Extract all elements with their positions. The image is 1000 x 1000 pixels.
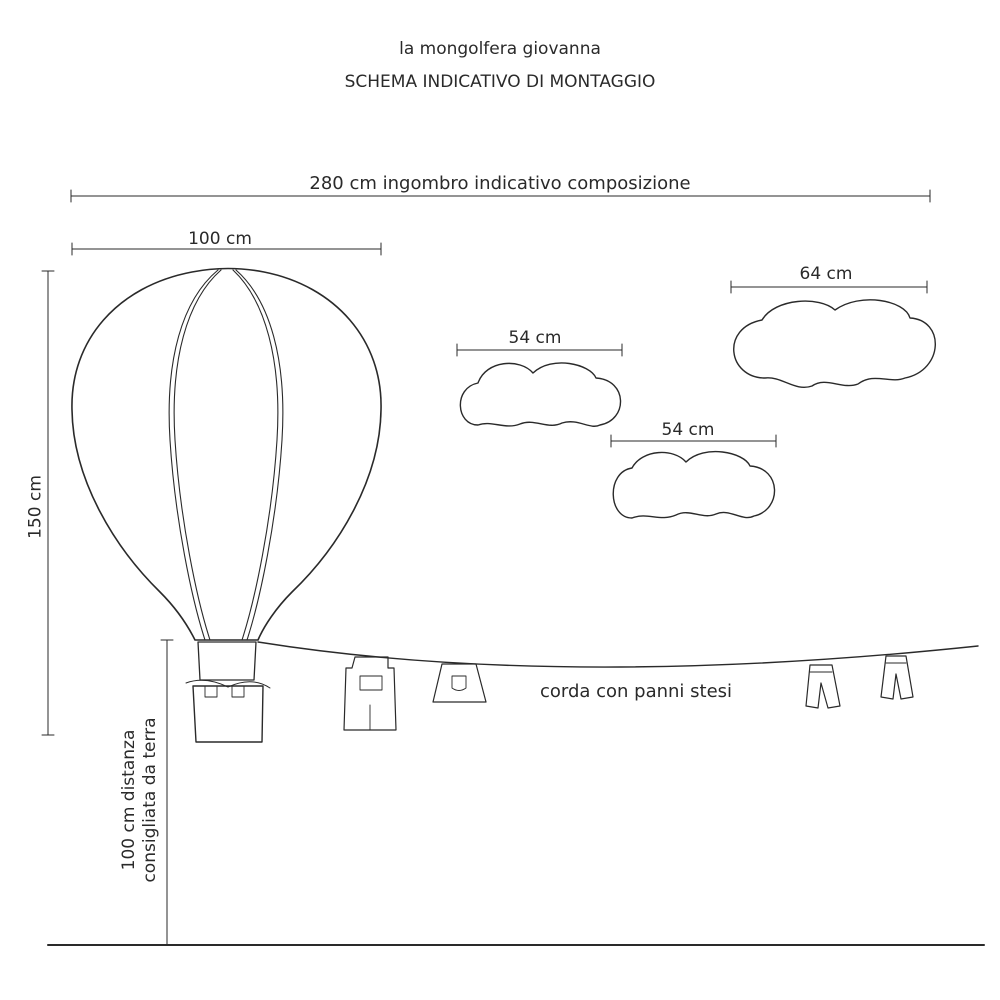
ground-distance-label-line-2: consigliata da terra <box>140 717 160 883</box>
balloon-width-label: 100 cm <box>188 229 252 249</box>
cloud-middle-dimension <box>611 435 776 447</box>
cloud-middle-width-label: 54 cm <box>661 420 715 440</box>
cloud-top-right-dimension <box>731 281 927 293</box>
balloon-height-label: 150 cm <box>25 475 46 539</box>
cloud-middle <box>613 452 774 518</box>
cloud-top-right-width-label: 64 cm <box>799 264 853 284</box>
cloud-top-left <box>460 363 620 426</box>
cloud-top-right <box>734 300 936 388</box>
ground-distance-dimension <box>161 640 173 945</box>
cloud-top-left-dimension <box>457 344 622 356</box>
diagram-title: la mongolfera giovanna <box>399 39 601 59</box>
hanging-shirt <box>433 664 486 702</box>
total-width-label: 280 cm ingombro indicativo composizione <box>309 173 691 194</box>
diagram-subtitle: SCHEMA INDICATIVO DI MONTAGGIO <box>344 72 656 92</box>
total-width-dimension <box>71 190 930 202</box>
balloon-height-dimension <box>42 271 54 735</box>
cloud-top-left-width-label: 54 cm <box>508 328 562 348</box>
clothesline-rope <box>258 642 978 667</box>
balloon-width-dimension <box>72 243 381 255</box>
hanging-trousers-2 <box>881 656 913 699</box>
balloon-envelope <box>72 269 381 641</box>
hanging-overalls <box>344 657 396 730</box>
ground-distance-label-line-1: 100 cm distanza <box>119 729 139 871</box>
rope-caption: corda con panni stesi <box>539 681 733 702</box>
balloon-basket <box>186 642 270 742</box>
hanging-trousers-1 <box>806 665 840 708</box>
